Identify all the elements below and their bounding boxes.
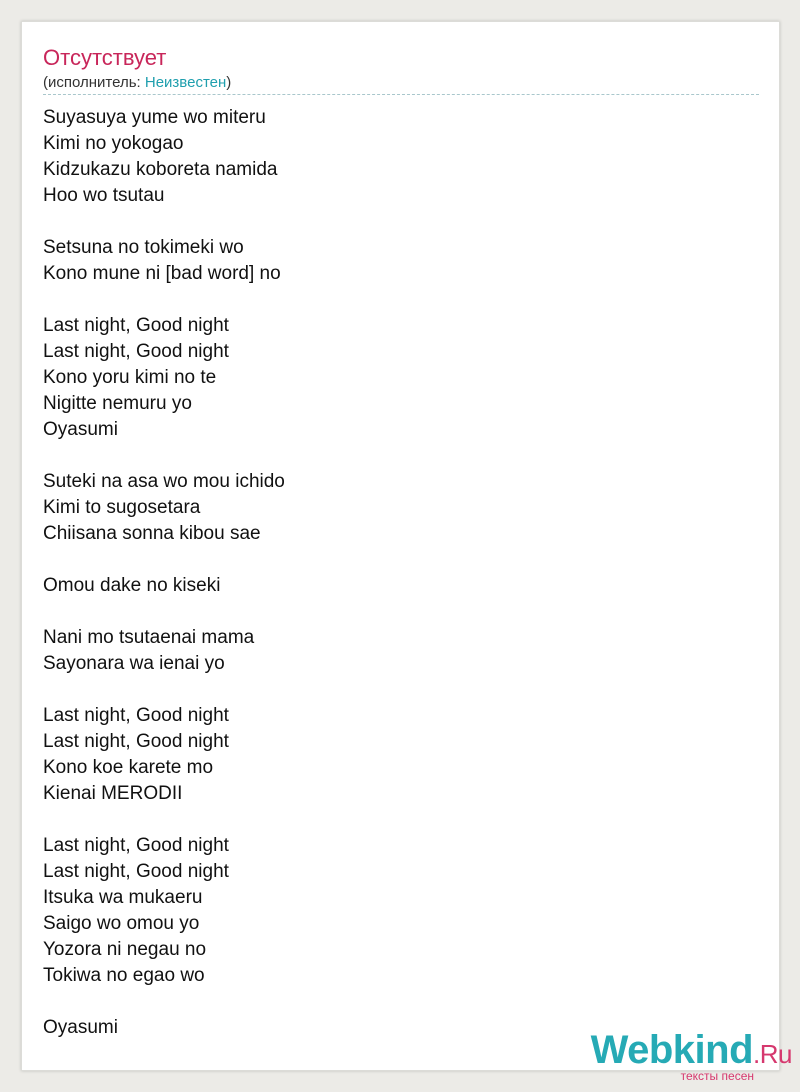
lyric-line: Omou dake no kiseki	[43, 575, 221, 596]
lyrics-card	[21, 21, 780, 1071]
lyric-line: Last night, Good night	[43, 705, 229, 726]
lyric-line: Oyasumi	[43, 1017, 118, 1038]
lyric-line: Kimi to sugosetara	[43, 497, 201, 518]
lyric-line: Last night, Good night	[43, 315, 229, 336]
lyric-line	[43, 443, 285, 469]
lyric-line: Kono yoru kimi no te	[43, 367, 217, 388]
lyrics-text	[43, 105, 285, 1041]
song-title: Отсутствует	[43, 45, 167, 70]
lyric-line	[43, 989, 285, 1015]
lyric-line: Kidzukazu koboreta namida	[43, 159, 278, 180]
lyric-line: Oyasumi	[43, 419, 118, 440]
lyric-line	[43, 677, 285, 703]
artist-link[interactable]: Неизвестен	[144, 74, 227, 91]
lyric-line	[43, 599, 285, 625]
lyric-line: Kimi no yokogao	[43, 133, 184, 154]
lyric-line: Suyasuya yume wo miteru	[43, 107, 266, 128]
logo-tld: .Ru	[753, 1039, 792, 1069]
lyric-line: Saigo wo omou yo	[43, 913, 200, 934]
lyric-line	[43, 209, 285, 235]
artist-prefix: (исполнитель:	[43, 74, 145, 91]
logo-tagline: тексты песен	[680, 1069, 754, 1083]
lyric-line	[43, 287, 285, 313]
lyric-line: Last night, Good night	[43, 341, 229, 362]
lyric-line: Nani mo tsutaenai mama	[43, 627, 255, 648]
lyric-line: Sayonara wa ienai yo	[43, 653, 225, 674]
lyric-line: Last night, Good night	[43, 861, 229, 882]
artist-line	[43, 73, 231, 93]
lyric-line: Chiisana sonna kibou sae	[43, 523, 261, 544]
lyric-line: Tokiwa no egao wo	[43, 965, 205, 986]
title-divider	[43, 94, 759, 95]
lyric-line: Nigitte nemuru yo	[43, 393, 192, 414]
logo-brand: Webkind	[590, 1028, 754, 1072]
lyric-line: Setsuna no tokimeki wo	[43, 237, 244, 258]
lyric-line: Yozora ni negau no	[43, 939, 207, 960]
lyric-line: Last night, Good night	[43, 731, 229, 752]
lyric-line: Kono koe karete mo	[43, 757, 214, 778]
lyric-line	[43, 807, 285, 833]
lyric-line: Kienai MERODII	[43, 783, 183, 804]
lyric-line: Hoo wo tsutau	[43, 185, 165, 206]
lyric-line: Itsuka wa mukaeru	[43, 887, 203, 908]
lyric-line: Last night, Good night	[43, 835, 229, 856]
artist-suffix: )	[226, 74, 232, 91]
site-logo[interactable]	[591, 1030, 792, 1082]
lyric-line: Suteki na asa wo mou ichido	[43, 471, 285, 492]
lyric-line: Kono mune ni [bad word] no	[43, 263, 281, 284]
lyric-line	[43, 547, 285, 573]
